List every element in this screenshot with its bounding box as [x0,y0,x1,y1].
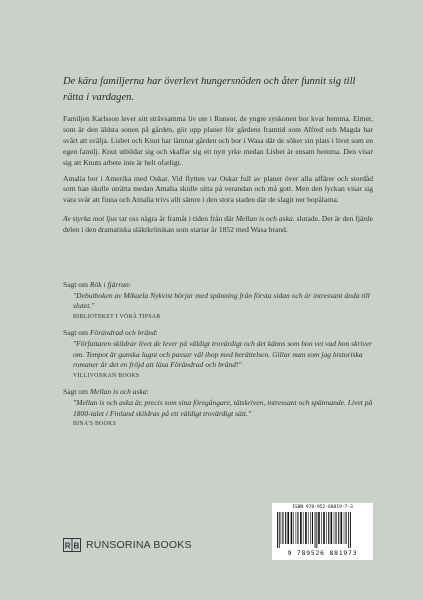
barcode-bar [310,512,311,544]
intro-text-1: tar oss några år framåt i tiden från där [117,214,236,224]
barcode-bar [346,512,347,544]
barcode-bar [341,512,343,544]
publisher-name: RUNSORINA BOOKS [86,539,192,551]
review-author: BIBLIOTEKET I VÖRÅ TIPSAR [73,313,161,320]
blurb-paragraph-2: Amalia bor i Amerika med Oskar. Vid flytten var Oskar full av planer över alla affärer och stordåd som han skulle uträtta medan Amalia skulle sitta på verandan och må gott. Men den lyckan visar sig vara svår att finna och Amalia trivs allt sämre i den stora staden där de slagit ner bopålarna. [63,173,373,205]
review-quote: "Författaren skildrar livet de lever på väldigt trovärdigt och det känns som hon vet vad hon skriver om. Tempot är ganska lugnt och passar väl ihop med berättelsen. Gillar man som jag historiska romaner är det en fröjd att läsa Förändrad och bränd!" [73,338,373,370]
barcode-bar [326,512,327,544]
barcode-bar [344,512,345,544]
barcode-bar [350,512,351,548]
barcode-bar [293,512,294,544]
barcode-bar [277,512,278,548]
review-source: Sagt om Rök i fjärran: [63,280,131,289]
barcode-bar [303,512,304,544]
barcode-bars [276,512,369,548]
review-author: BINA'S BOOKS [73,421,117,428]
barcode-bar [300,512,302,544]
barcode-bar [281,512,282,544]
previous-book-title: Mellan is och aska [235,214,293,224]
barcode-bar [312,512,313,544]
barcode-bar [334,512,335,544]
barcode-bar [297,512,298,544]
review-2 [63,328,373,381]
review-1 [63,280,373,322]
svg-text:R: R [64,541,71,551]
barcode-bar [336,512,337,544]
barcode-bar [282,512,283,544]
barcode-digits: 9 789526 881973 [287,549,358,557]
barcode-bar [338,512,339,544]
barcode-bar [321,512,322,544]
svg-text:B: B [73,541,80,551]
barcode-bar [318,512,320,544]
barcode-bar [331,512,333,544]
rb-book-logo-icon [63,538,81,552]
barcode-bar [279,512,280,548]
reviewed-book-title: Rök i fjärran [89,280,129,289]
barcode-bar [296,512,297,544]
isbn-label: ISBN 978-952-68819-7-3 [292,505,353,510]
review-list [63,280,373,436]
barcode-bar [315,512,316,548]
isbn-barcode [272,503,373,560]
barcode-bar [323,512,325,544]
review-author: VILLIVONKAN BOOKS [73,372,140,379]
publisher-brand [63,537,192,553]
review-3 [63,387,373,429]
book-title: Av styrka mot ljus [63,214,118,224]
blurb-paragraph-1: Familjen Karlsson lever sitt strävsamma liv ute i Runsor, de yngre syskonen bor kvar hemma. Elmer, som är den äldsta sonen på gården, gör upp planer för gårdens framtid som Alfred och Magda har svårt att svälja. Lisbet och Knut har lämnat gården och bor i Wasa där de söker sin plats i livet som en egen familj. Knut utbildar sig och skaffar sig ett nytt yrke medan Lisbet är ensam hemma. Den visar sig att Knuts arbete inte är helt ofarligt. [63,114,373,167]
intro-text-2: . slutade. Det är den fjärde delen i den dramatiska släktkrönikan som startar år 1852 med Wasa brand. [63,214,373,235]
barcode-bar [328,512,329,544]
barcode-bar [285,512,286,544]
review-source: Sagt om Förändrad och bränd: [63,328,158,338]
review-source: Sagt om Mellan is och aska: [63,387,149,397]
barcode-bar [305,512,307,544]
review-quote: "Mellan is och aska är, precis som sina föregångare, tätskriven, intressant och spännande. Livet på 1800-talet i Finland skildras på ett väldigt trovärdigt sätt." [73,397,373,418]
barcode-bar [308,512,309,544]
barcode-bar [348,512,349,548]
reviewed-book-title: Förändrad och bränd [89,328,156,338]
barcode-bar [291,512,293,544]
barcode-bar [316,512,317,548]
reviewed-book-title: Mellan is och aska [89,387,147,397]
barcode-bar [287,512,289,544]
blurb [63,114,373,241]
cover-tagline: De kära familjerna har överlevt hungersnöden och åter funnit sig till rätta i vardagen. [63,76,356,103]
review-quote: "Debutboken av Mikaela Nykvist börjar med spänning från första sidan och är intressant ända till slutet." [73,290,370,311]
series-intro [63,214,373,236]
